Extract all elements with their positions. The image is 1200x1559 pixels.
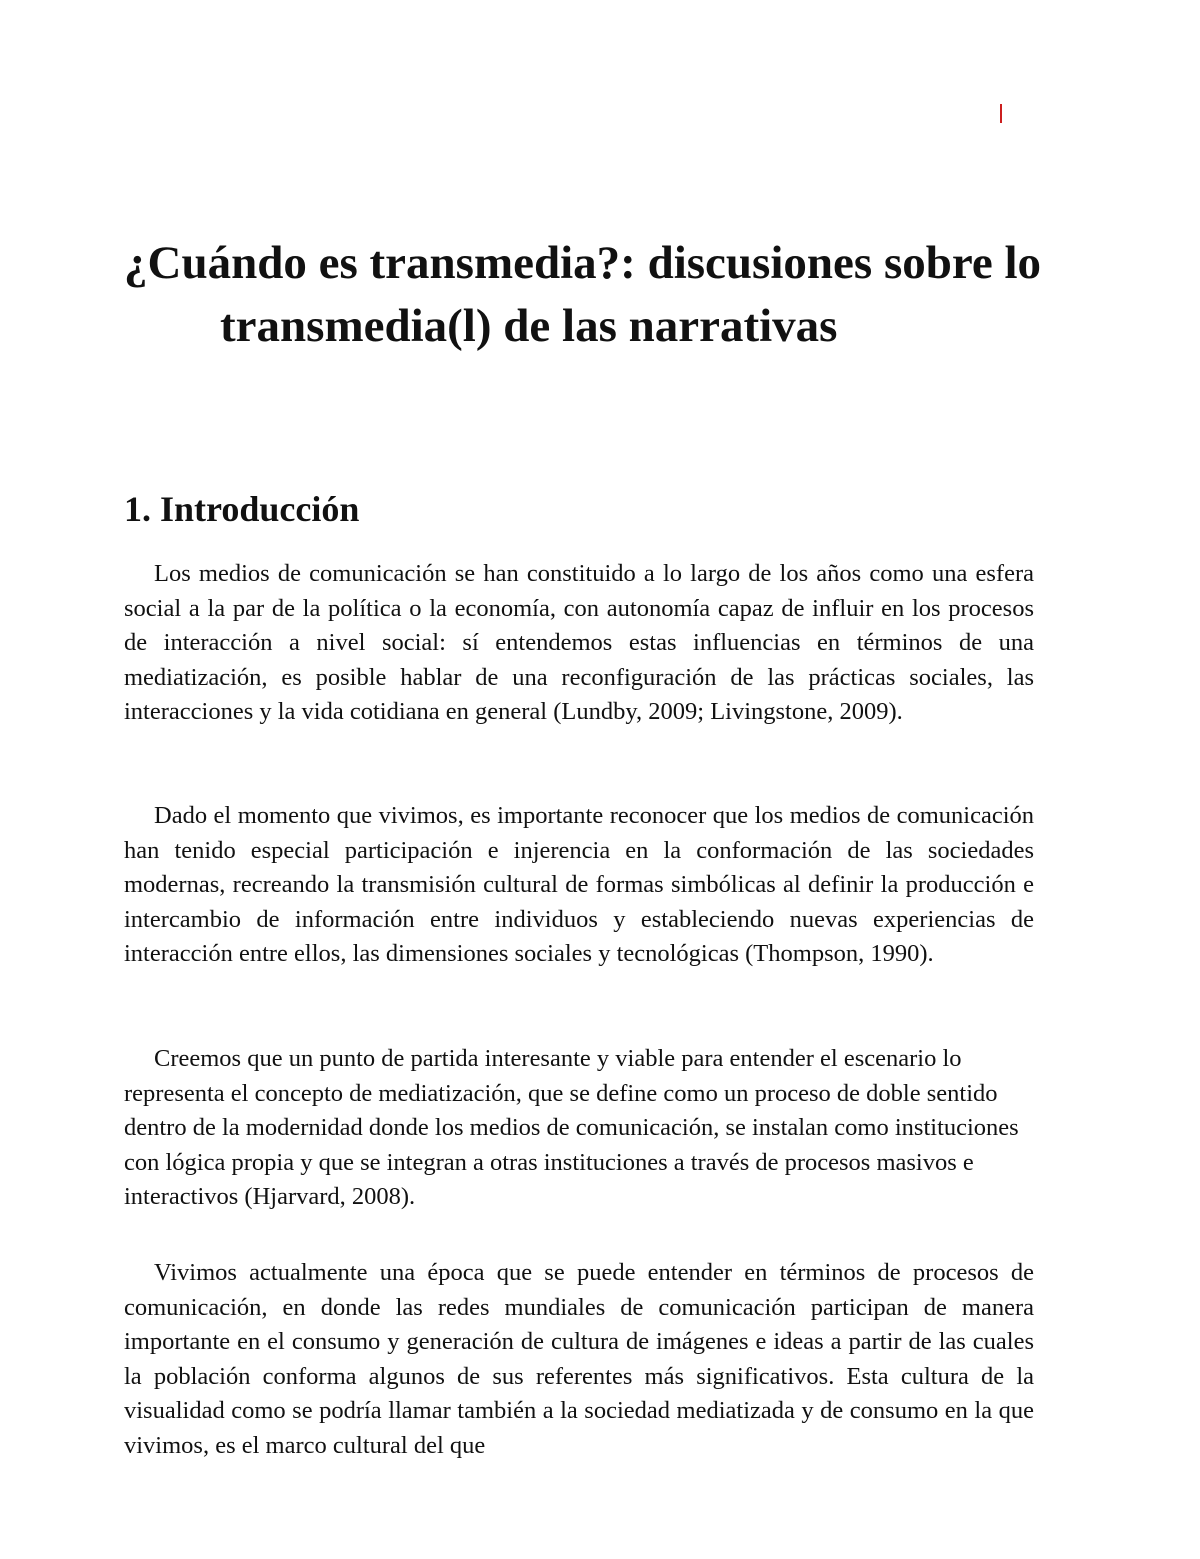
document-title: ¿Cuándo es transmedia?: discusiones sobre lo transmedia(l) de las narrativas <box>124 237 1042 352</box>
paragraph: Creemos que un punto de partida interesante y viable para entender el escenario lo representa el concepto de mediatización, que se define como un proceso de doble sentido dentro de la modernidad donde los medios de comunicación, se instalan como instituciones con lógica propia y que se integran a otras instituciones a través de procesos masivos e interactivos (Hjarvard, 2008). <box>124 1045 1019 1211</box>
header-mark <box>1000 104 1002 123</box>
paragraph: Dado el momento que vivimos, es importante reconocer que los medios de comunicación han tenido especial participación e injerencia en la conformación de las sociedades modernas, recreando la transmisión cultural de formas simbólicas al definir la producción e intercambio de información entre individuos y estableciendo nuevas experiencias de interacción entre ellos, las dimensiones sociales y tecnológicas (Thompson, 1990). <box>124 802 1034 968</box>
section-heading: 1. Introducción <box>124 489 360 529</box>
paragraph: Vivimos actualmente una época que se puede entender en términos de procesos de comunicación, en donde las redes mundiales de comunicación participan de manera importante en el consumo y generación de cultura de imágenes e ideas a partir de las cuales la población conforma algunos de sus referentes más significativos. Esta cultura de la visualidad como se podría llamar también a la sociedad mediatizada y de consumo en la que vivimos, es el marco cultural del que <box>124 1259 1034 1459</box>
paragraph: Los medios de comunicación se han constituido a lo largo de los años como una esfera social a la par de la política o la economía, con autonomía capaz de influir en los procesos de interacción a nivel social: sí entendemos estas influencias en términos de una mediatización, es posible hablar de una reconfiguración de las prácticas sociales, las interacciones y la vida cotidiana en general (Lundby, 2009; Livingstone, 2009). <box>124 560 1034 726</box>
